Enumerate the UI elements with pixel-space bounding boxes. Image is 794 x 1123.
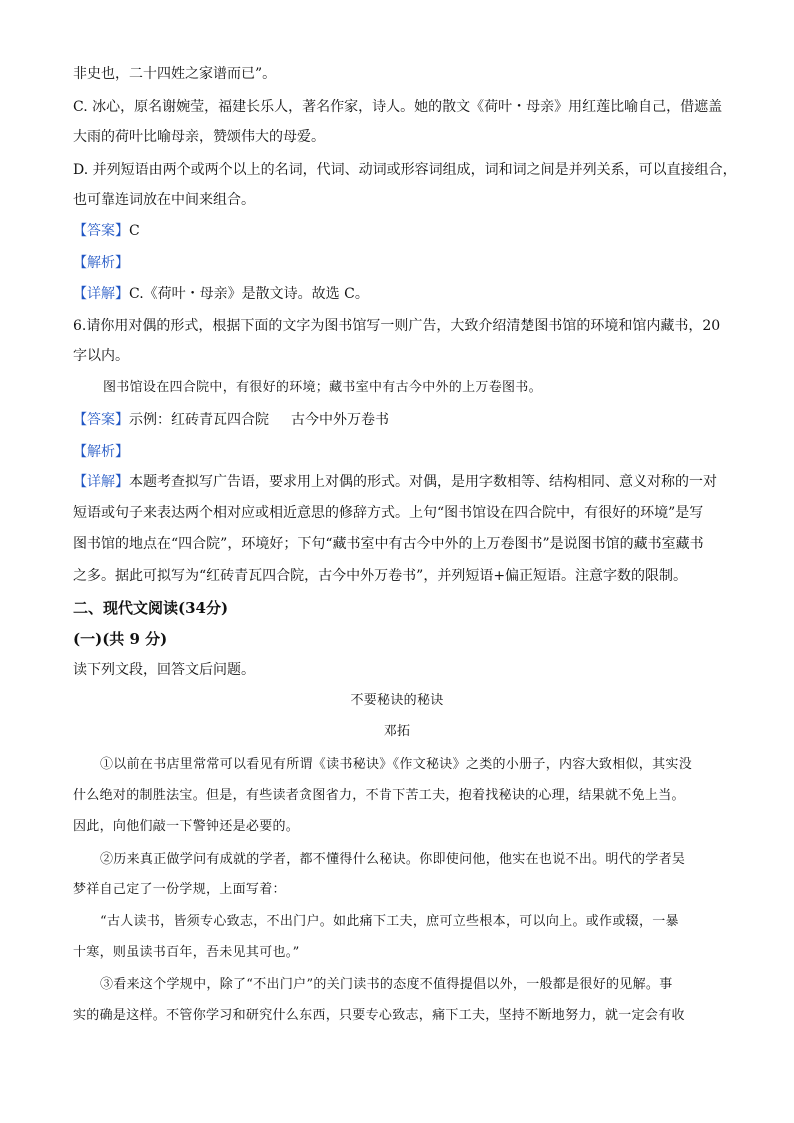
answer-part-1: 示例：红砖青瓦四合院: [129, 412, 269, 428]
detail-6-line-1: [73, 472, 717, 492]
paragraph-1-line-1: ①以前在书店里常常可以看见有所谓《读书秘诀》《作文秘诀》之类的小册子，内容大致相似，其实没: [100, 757, 693, 772]
detail-6-line-3: 图书馆的地点在“四合院”，环境好；下句“藏书室中有古今中外的上万卷图书”是说图书馆的藏书室藏书: [73, 536, 704, 552]
paragraph-1-line-3: 因此，向他们敲一下警钟还是必要的。: [73, 819, 300, 834]
analysis-tag: 【解析】: [73, 255, 129, 271]
question-6-line-1: 6.请你用对偶的形式，根据下面的文字为图书馆写一则广告，大致介绍清楚图书馆的环境和馆内藏书，20: [73, 318, 721, 334]
question-6-material: 图书馆设在四合院中，有很好的环境；藏书室中有古今中外的上万卷图书。: [103, 380, 542, 395]
analysis-tag: 【解析】: [73, 444, 129, 460]
option-c-line-1: C. 冰心，原名谢婉莹，福建长乐人，著名作家，诗人。她的散文《荷叶・母亲》用红莲比喻自己，借遮盖: [73, 99, 723, 115]
detail-6-line-4: 之多。据此可拟写为“红砖青瓦四合院，古今中外万卷书”，并列短语+偏正短语。注意字数的限制。: [73, 568, 688, 584]
paragraph-2-line-2: 梦祥自己定了一份学规，上面写着：: [73, 882, 286, 897]
detail-6-line-2: 短语或句子来表达两个相对应或相近意思的修辞方式。上句“图书馆设在四合院中，有很好的环境”是写: [73, 505, 704, 521]
answer-tag: 【答案】: [73, 412, 129, 428]
essay-title: 不要秘诀的秘诀: [350, 693, 444, 708]
detail-5: [73, 284, 369, 304]
answer-6: [73, 410, 389, 430]
detail-tag: 【详解】: [73, 474, 129, 490]
instruction: 读下列文段，回答文后问题。: [73, 662, 255, 678]
option-c-line-2: 大雨的荷叶比喻母亲，赞颂伟大的母爱。: [73, 129, 325, 145]
paragraph-1-line-2: 什么绝对的制胜法宝。但是，有些读者贪图省力，不肯下苦工夫，抱着找秘诀的心理，结果就不免上当。: [73, 788, 685, 803]
quote-line-2: 十寒，则虽读书百年，吾未见其可也。”: [73, 945, 300, 960]
section-title: 二、现代文阅读(34分): [73, 599, 229, 617]
paragraph-2-line-1: ②历来真正做学问有成就的学者，都不懂得什么秘诀。你即使问他，他实在也说不出。明代的学者吴: [100, 852, 686, 867]
paragraph-3-line-1: ③看来这个学规中，除了“不出门户”的关门读书的态度不值得提倡以外，一般都是很好的见解。事: [100, 977, 673, 992]
answer-5: [73, 221, 140, 241]
paragraph-3-line-2: 实的确是这样。不管你学习和研究什么东西，只要专心致志，痛下工夫，坚持不断地努力，就一定会有收: [73, 1008, 685, 1023]
essay-author: 邓拓: [383, 724, 411, 739]
question-6-line-2: 字以内。: [73, 348, 129, 364]
detail-text: C.《荷叶・母亲》是散文诗。故选 C。: [129, 286, 369, 302]
answer-tag: 【答案】: [73, 223, 129, 239]
detail-text: 本题考查拟写广告语，要求用上对偶的形式。对偶，是用字数相等、结构相同、意义对称的一对: [129, 474, 717, 490]
answer-value: C: [129, 223, 140, 239]
option-d-line-2: 也可靠连词放在中间来组合。: [73, 192, 255, 208]
subsection-title: (一)(共 9 分): [73, 630, 168, 648]
detail-tag: 【详解】: [73, 286, 129, 302]
option-d-line-1: D. 并列短语由两个或两个以上的名词，代词、动词或形容词组成，词和词之间是并列关系，可以直接组合，: [73, 162, 737, 178]
text-line: 非史也，二十四姓之家谱而已”。: [73, 66, 277, 82]
quote-line-1: “古人读书，皆须专心致志，不出门户。如此痛下工夫，庶可立些根本，可以向上。或作或辍，一暴: [100, 914, 679, 929]
answer-part-2: 古今中外万卷书: [291, 412, 389, 428]
